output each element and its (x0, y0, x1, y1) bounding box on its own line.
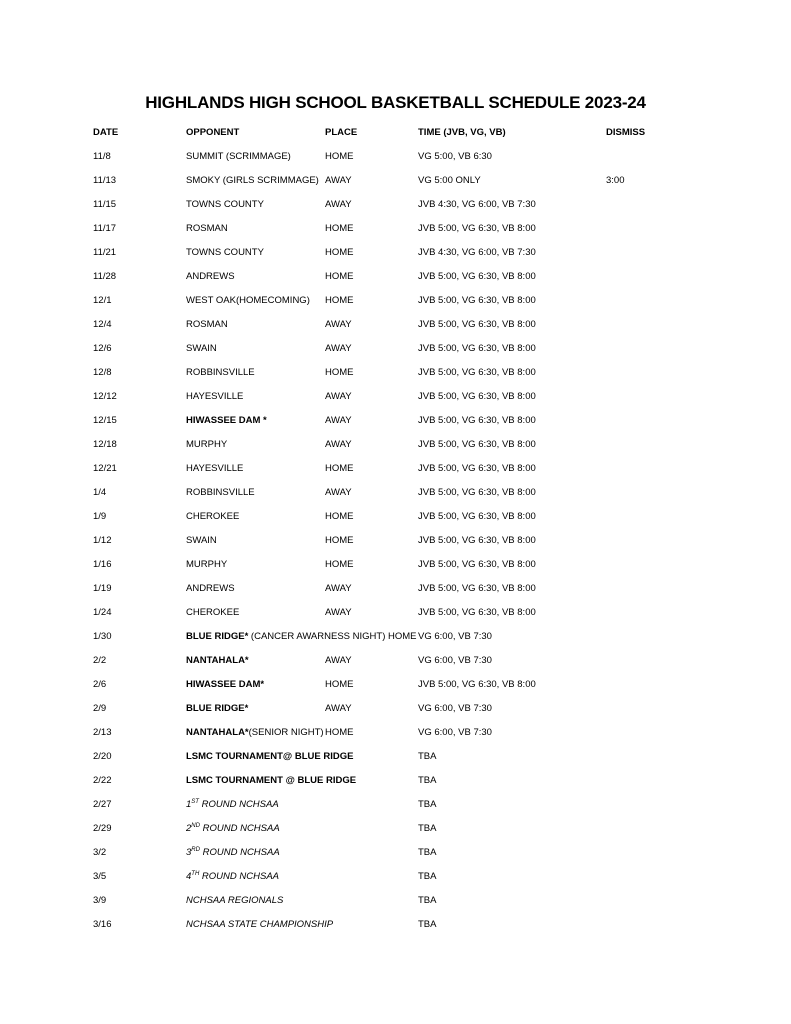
row-opponent (186, 413, 267, 429)
row-time: JVB 5:00, VG 6:30, VB 8:00 (418, 415, 536, 426)
table-row (0, 605, 791, 621)
row-opponent: NCHSAA STATE CHAMPIONSHIP (186, 919, 334, 930)
header-date: DATE (93, 127, 119, 138)
table-row (0, 173, 791, 189)
row-time: VG 6:00, VB 7:30 (418, 727, 492, 738)
row-opponent-bold: BLUE RIDGE* (186, 703, 249, 714)
table-row (0, 389, 791, 405)
row-place: AWAY (325, 487, 352, 498)
header-time: TIME (JVB, VG, VB) (418, 127, 506, 138)
page-title: HIGHLANDS HIGH SCHOOL BASKETBALL SCHEDULE 2023-24 (145, 93, 646, 112)
row-place: AWAY (325, 199, 352, 210)
table-row (0, 437, 791, 453)
row-date: 1/16 (93, 559, 112, 570)
row-place: HOME (325, 295, 354, 306)
row-opponent (186, 773, 356, 789)
row-time: JVB 5:00, VG 6:30, VB 8:00 (418, 487, 536, 498)
row-date: 11/13 (93, 175, 117, 186)
row-time: VG 5:00, VB 6:30 (418, 151, 492, 162)
row-opponent: SWAIN (186, 535, 217, 546)
table-row (0, 653, 791, 669)
row-date: 11/17 (93, 223, 117, 234)
row-opponent: MURPHY (186, 439, 228, 450)
row-time: JVB 5:00, VG 6:30, VB 8:00 (418, 319, 536, 330)
row-date: 12/18 (93, 439, 117, 450)
row-date: 12/6 (93, 343, 112, 354)
row-date: 2/9 (93, 703, 107, 714)
row-opponent: ROSMAN (186, 223, 228, 234)
row-time: JVB 4:30, VG 6:00, VB 7:30 (418, 247, 536, 258)
row-place: HOME (325, 247, 354, 258)
row-opponent-bold: LSMC TOURNAMENT @ BLUE RIDGE (186, 775, 357, 786)
row-place: AWAY (325, 415, 352, 426)
row-opponent: TOWNS COUNTY (186, 199, 264, 210)
row-opponent (186, 869, 279, 885)
table-row (0, 749, 791, 765)
row-time: VG 5:00 ONLY (418, 175, 481, 186)
table-row (0, 725, 791, 741)
row-date: 2/29 (93, 823, 112, 834)
row-opponent-round-number: 2 (186, 823, 192, 834)
row-date: 12/21 (93, 463, 117, 474)
row-time: TBA (418, 895, 437, 906)
row-time: TBA (418, 751, 437, 762)
table-header-row (0, 125, 791, 141)
row-place: HOME (325, 511, 354, 522)
row-date: 12/1 (93, 295, 112, 306)
table-row (0, 629, 791, 645)
row-time: TBA (418, 871, 437, 882)
row-time: VG 6:00, VB 7:30 (418, 631, 492, 642)
row-date: 1/9 (93, 511, 107, 522)
header-opponent: OPPONENT (186, 127, 240, 138)
row-opponent-ordinal-suffix: ST (191, 798, 199, 805)
row-place: AWAY (325, 655, 352, 666)
row-opponent: HAYESVILLE (186, 391, 244, 402)
row-opponent (186, 797, 279, 813)
table-row (0, 797, 791, 813)
row-time: JVB 5:00, VG 6:30, VB 8:00 (418, 583, 536, 594)
row-date: 11/8 (93, 151, 111, 162)
table-row (0, 509, 791, 525)
row-opponent: ANDREWS (186, 583, 235, 594)
table-row (0, 293, 791, 309)
row-date: 11/28 (93, 271, 117, 282)
row-time: JVB 5:00, VG 6:30, VB 8:00 (418, 223, 536, 234)
header-dismiss: DISMISS (606, 127, 646, 138)
row-opponent-bold: HIWASSEE DAM* (186, 679, 265, 690)
row-opponent-round-label: ROUND NCHSAA (199, 871, 279, 882)
row-place: HOME (325, 367, 354, 378)
row-place: HOME (325, 679, 354, 690)
row-place: AWAY (325, 703, 352, 714)
table-row (0, 581, 791, 597)
row-time: JVB 5:00, VG 6:30, VB 8:00 (418, 463, 536, 474)
row-opponent: SUMMIT (SCRIMMAGE) (186, 151, 291, 162)
row-opponent (186, 749, 353, 765)
row-opponent-round-number: 4 (186, 871, 192, 882)
table-row (0, 701, 791, 717)
row-date: 12/15 (93, 415, 117, 426)
row-opponent-ordinal-suffix: TH (191, 870, 200, 877)
row-opponent (186, 653, 249, 669)
row-date: 11/15 (93, 199, 117, 210)
table-row (0, 365, 791, 381)
row-time: JVB 5:00, VG 6:30, VB 8:00 (418, 343, 536, 354)
row-place: AWAY (325, 319, 352, 330)
row-time: TBA (418, 823, 437, 834)
row-opponent-bold: NANTAHALA* (186, 655, 249, 666)
row-date: 3/16 (93, 919, 112, 930)
row-place: AWAY (325, 583, 352, 594)
row-opponent-bold: LSMC TOURNAMENT@ BLUE RIDGE (186, 751, 354, 762)
table-row (0, 821, 791, 837)
row-opponent: SWAIN (186, 343, 217, 354)
row-opponent: HAYESVILLE (186, 463, 244, 474)
row-date: 12/12 (93, 391, 117, 402)
table-row (0, 533, 791, 549)
row-time: VG 6:00, VB 7:30 (418, 655, 492, 666)
row-opponent-note: (CANCER AWARNESS NIGHT) HOME (248, 631, 417, 642)
table-row (0, 677, 791, 693)
row-place: AWAY (325, 439, 352, 450)
header-place: PLACE (325, 127, 358, 138)
table-row (0, 413, 791, 429)
row-opponent (186, 725, 324, 741)
row-opponent: SMOKY (GIRLS SCRIMMAGE) (186, 175, 319, 186)
row-opponent: TOWNS COUNTY (186, 247, 264, 258)
row-time: JVB 5:00, VG 6:30, VB 8:00 (418, 391, 536, 402)
row-time: JVB 5:00, VG 6:30, VB 8:00 (418, 511, 536, 522)
table-row (0, 485, 791, 501)
row-opponent: ROBBINSVILLE (186, 487, 255, 498)
row-time: JVB 5:00, VG 6:30, VB 8:00 (418, 295, 536, 306)
row-place: HOME (325, 535, 354, 546)
row-date: 2/6 (93, 679, 107, 690)
row-time: JVB 4:30, VG 6:00, VB 7:30 (418, 199, 536, 210)
row-date: 2/22 (93, 775, 112, 786)
row-place: AWAY (325, 343, 352, 354)
row-date: 3/5 (93, 871, 107, 882)
row-time: JVB 5:00, VG 6:30, VB 8:00 (418, 535, 536, 546)
table-row (0, 197, 791, 213)
row-opponent: WEST OAK(HOMECOMING) (186, 295, 310, 306)
row-opponent (186, 629, 417, 645)
row-opponent: MURPHY (186, 559, 228, 570)
table-row (0, 845, 791, 861)
row-date: 1/19 (93, 583, 112, 594)
row-opponent: CHEROKEE (186, 607, 240, 618)
row-date: 1/30 (93, 631, 112, 642)
row-opponent-ordinal-suffix: RD (191, 846, 200, 853)
row-opponent: ROBBINSVILLE (186, 367, 255, 378)
table-row (0, 917, 791, 933)
row-opponent: ROSMAN (186, 319, 228, 330)
row-place: AWAY (325, 175, 352, 186)
table-row (0, 149, 791, 165)
row-place: HOME (325, 559, 354, 570)
row-date: 1/4 (93, 487, 107, 498)
row-dismiss: 3:00 (606, 175, 625, 186)
row-time: TBA (418, 847, 437, 858)
table-row (0, 893, 791, 909)
row-opponent-round-number: 1 (186, 799, 192, 810)
row-opponent (186, 845, 280, 861)
table-row (0, 869, 791, 885)
table-row (0, 317, 791, 333)
row-opponent: CHEROKEE (186, 511, 240, 522)
row-time: JVB 5:00, VG 6:30, VB 8:00 (418, 367, 536, 378)
row-opponent-bold: NANTAHALA* (186, 727, 249, 738)
row-opponent: NCHSAA REGIONALS (186, 895, 284, 906)
row-place: HOME (325, 271, 354, 282)
row-place: HOME (325, 727, 354, 738)
row-opponent-bold: BLUE RIDGE* (186, 631, 249, 642)
row-opponent (186, 701, 248, 717)
row-time: TBA (418, 775, 437, 786)
row-date: 2/13 (93, 727, 112, 738)
table-row (0, 773, 791, 789)
row-place: AWAY (325, 391, 352, 402)
row-time: VG 6:00, VB 7:30 (418, 703, 492, 714)
row-opponent-bold: HIWASSEE DAM * (186, 415, 267, 426)
row-date: 2/2 (93, 655, 107, 666)
row-opponent-round-label: ROUND NCHSAA (199, 823, 280, 834)
row-date: 2/27 (93, 799, 112, 810)
row-opponent-ordinal-suffix: ND (191, 822, 200, 829)
row-opponent-note: (SENIOR NIGHT) (248, 727, 324, 738)
table-row (0, 221, 791, 237)
row-time: JVB 5:00, VG 6:30, VB 8:00 (418, 679, 536, 690)
row-time: JVB 5:00, VG 6:30, VB 8:00 (418, 439, 536, 450)
row-date: 1/12 (93, 535, 112, 546)
row-opponent-round-label: ROUND NCHSAA (198, 799, 279, 810)
row-date: 12/8 (93, 367, 112, 378)
row-place: HOME (325, 223, 354, 234)
row-opponent (186, 821, 280, 837)
table-row (0, 245, 791, 261)
row-date: 3/9 (93, 895, 107, 906)
row-opponent-round-number: 3 (186, 847, 192, 858)
row-date: 1/24 (93, 607, 112, 618)
table-row (0, 269, 791, 285)
row-opponent (186, 677, 264, 693)
row-time: TBA (418, 919, 437, 930)
row-date: 2/20 (93, 751, 112, 762)
row-date: 12/4 (93, 319, 112, 330)
row-date: 3/2 (93, 847, 107, 858)
row-date: 11/21 (93, 247, 117, 258)
row-time: JVB 5:00, VG 6:30, VB 8:00 (418, 271, 536, 282)
row-time: JVB 5:00, VG 6:30, VB 8:00 (418, 559, 536, 570)
row-time: JVB 5:00, VG 6:30, VB 8:00 (418, 607, 536, 618)
row-place: HOME (325, 151, 354, 162)
row-opponent-round-label: ROUND NCHSAA (199, 847, 280, 858)
table-row (0, 557, 791, 573)
row-place: HOME (325, 463, 354, 474)
table-row (0, 341, 791, 357)
table-row (0, 461, 791, 477)
row-time: TBA (418, 799, 437, 810)
row-place: AWAY (325, 607, 352, 618)
row-opponent: ANDREWS (186, 271, 235, 282)
